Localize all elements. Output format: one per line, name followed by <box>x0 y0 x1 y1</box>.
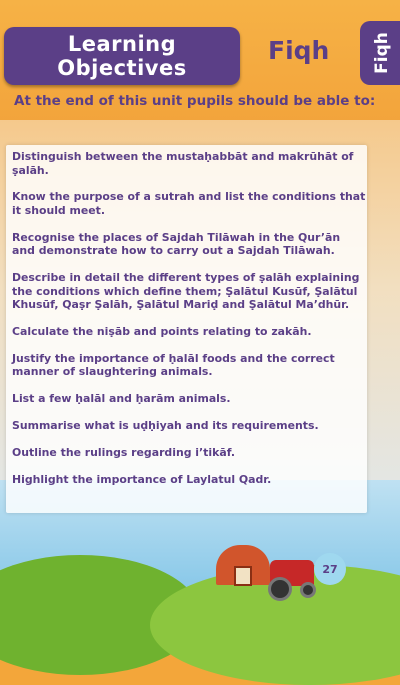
side-tab-label: Fiqh <box>372 32 392 74</box>
objective-item: Calculate the niṣāb and points relating to zakāh. <box>12 325 312 339</box>
intro-text: At the end of this unit pupils should be able to: <box>14 93 376 109</box>
objective-item: Know the purpose of a sutrah and list the conditions that it should meet. <box>12 190 366 217</box>
learning-objectives-heading <box>4 27 240 85</box>
heading-line: Objectives <box>57 56 187 80</box>
tractor-wheel-illustration <box>300 582 316 598</box>
page-number: 27 <box>314 553 346 585</box>
section-side-tab <box>360 21 400 85</box>
objective-item: Recognise the places of Sajdah Tilāwah in the Qur’ān and demonstrate how to carry out a Sajdah Tilāwah. <box>12 230 341 258</box>
objective-item: Distinguish between the mustaḥabbāt and makrūhāt of ṣalāh. <box>12 150 354 177</box>
heading-line: Learning <box>67 32 177 56</box>
barn-door-illustration <box>234 566 252 586</box>
objective-item: Highlight the importance of Laylatul Qadr. <box>12 473 272 487</box>
objective-item: List a few ḥalāl and ḥarām animals. <box>12 392 231 406</box>
objective-item: Summarise what is uḍḥiyah and its requirements. <box>12 419 319 433</box>
objective-item: Justify the importance of ḥalāl foods and the correct manner of slaughtering animals. <box>12 351 335 379</box>
subject-title: Fiqh <box>268 36 330 65</box>
objective-item: Outline the rulings regarding i’tikāf. <box>12 446 235 460</box>
objective-item: Describe in detail the different types of ṣalāh explaining the conditions which define them; Ṣalātul Kusūf, Ṣalātul Khusūf, Qaṣr Ṣalāh, Ṣalātul Mariḍ and Ṣalātul Ma’dhūr. <box>12 271 360 312</box>
tractor-wheel-illustration <box>268 577 292 601</box>
objectives-list <box>12 150 366 500</box>
